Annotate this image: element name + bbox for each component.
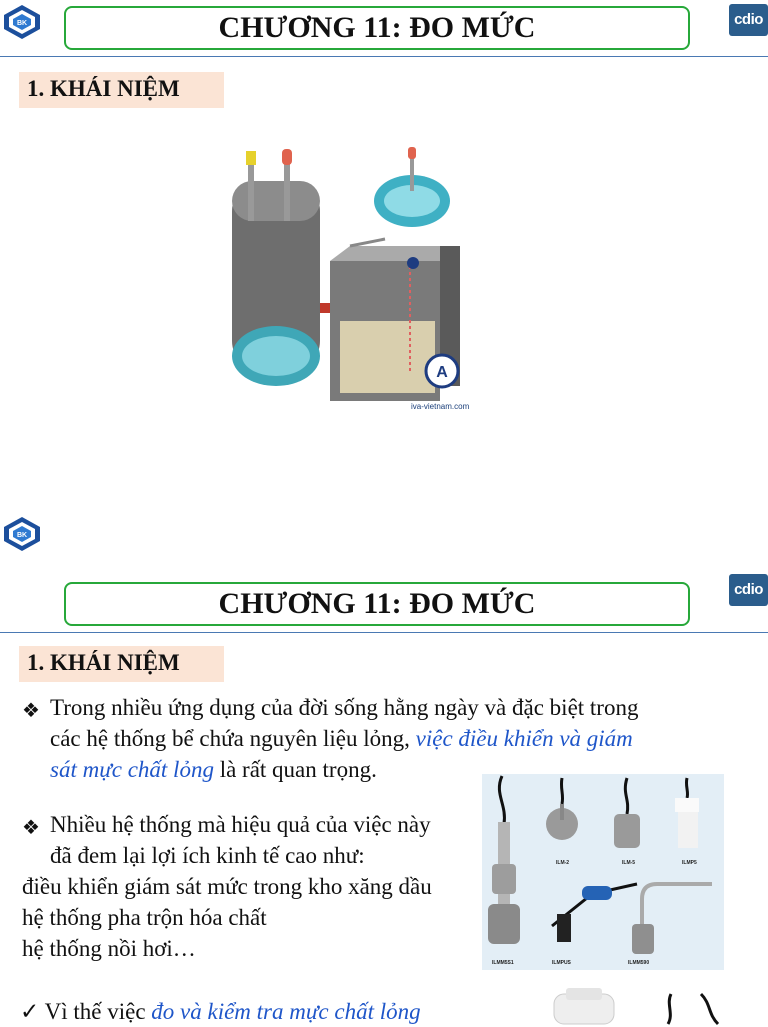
level-sensor-photo-partial [496,984,768,1024]
bk-university-logo [2,516,42,552]
p1-line3-plain: là rất quan trọng. [213,757,377,782]
svg-text:BK: BK [16,532,28,539]
slide-2 [0,512,768,1024]
float-switch-products-photo [482,774,724,970]
p3-emphasis: đo và kiểm tra mực chất lỏng [151,999,421,1024]
product-label: ILMM5S1 [492,960,514,966]
section-heading-box [19,646,224,682]
svg-text:A: A [436,364,448,381]
figure-caption: iva-vietnam.com [411,402,470,411]
p2-line2: đã đem lại lợi ích kinh tế cao như: [50,843,365,868]
check-icon: ✓ [20,999,40,1024]
p1-line2-plain: các hệ thống bể chứa nguyên liệu lỏng, [50,726,410,751]
cdio-logo: cdio [729,574,768,606]
float-switch-products-illustration [482,774,724,970]
slide-title: CHƯƠNG 11: ĐO MỨC [218,587,536,620]
title-box [64,6,690,50]
product-label: ILMP5 [682,860,697,866]
diamond-bullet-icon: ❖ [22,817,40,839]
p2-line1: Nhiều hệ thống mà hiệu quả của việc này [50,812,431,837]
product-label: ILMPUS [552,960,571,966]
cdio-logo: cdio [729,4,768,36]
product-label: ILM-2 [556,860,570,866]
section-heading: 1. KHÁI NIỆM [27,650,180,675]
p1-line3 [50,755,377,785]
p3-plain: Vì thế việc [44,999,146,1024]
slide-1 [0,0,768,512]
p3-line [20,997,421,1027]
header-divider [0,632,768,633]
p2-line3: điều khiển giám sát mức trong kho xăng dầu [22,874,432,899]
diamond-bullet-icon: ❖ [22,700,40,722]
slide-title: CHƯƠNG 11: ĐO MỨC [218,11,536,44]
level-tank-illustration [210,141,477,413]
product-label: ILM-5 [622,860,636,866]
title-box [64,582,690,626]
header-divider [0,56,768,57]
p1-line2-emphasis: việc điều khiển và giám [409,726,633,751]
p2-line4: hệ thống pha trộn hóa chất [22,905,267,930]
p2-line5: hệ thống nồi hơi… [22,936,196,961]
bk-university-logo [2,4,42,40]
product-label: ILMM590 [628,960,650,966]
section-heading: 1. KHÁI NIỆM [27,76,180,101]
section-heading-box [19,72,224,108]
p1-line3-emphasis: sát mực chất lỏng [50,757,214,782]
p1-line2 [50,724,633,754]
svg-text:BK: BK [16,20,28,27]
p1-line1: Trong nhiều ứng dụng của đời sống hằng ngày và đặc biệt trong [50,695,639,720]
